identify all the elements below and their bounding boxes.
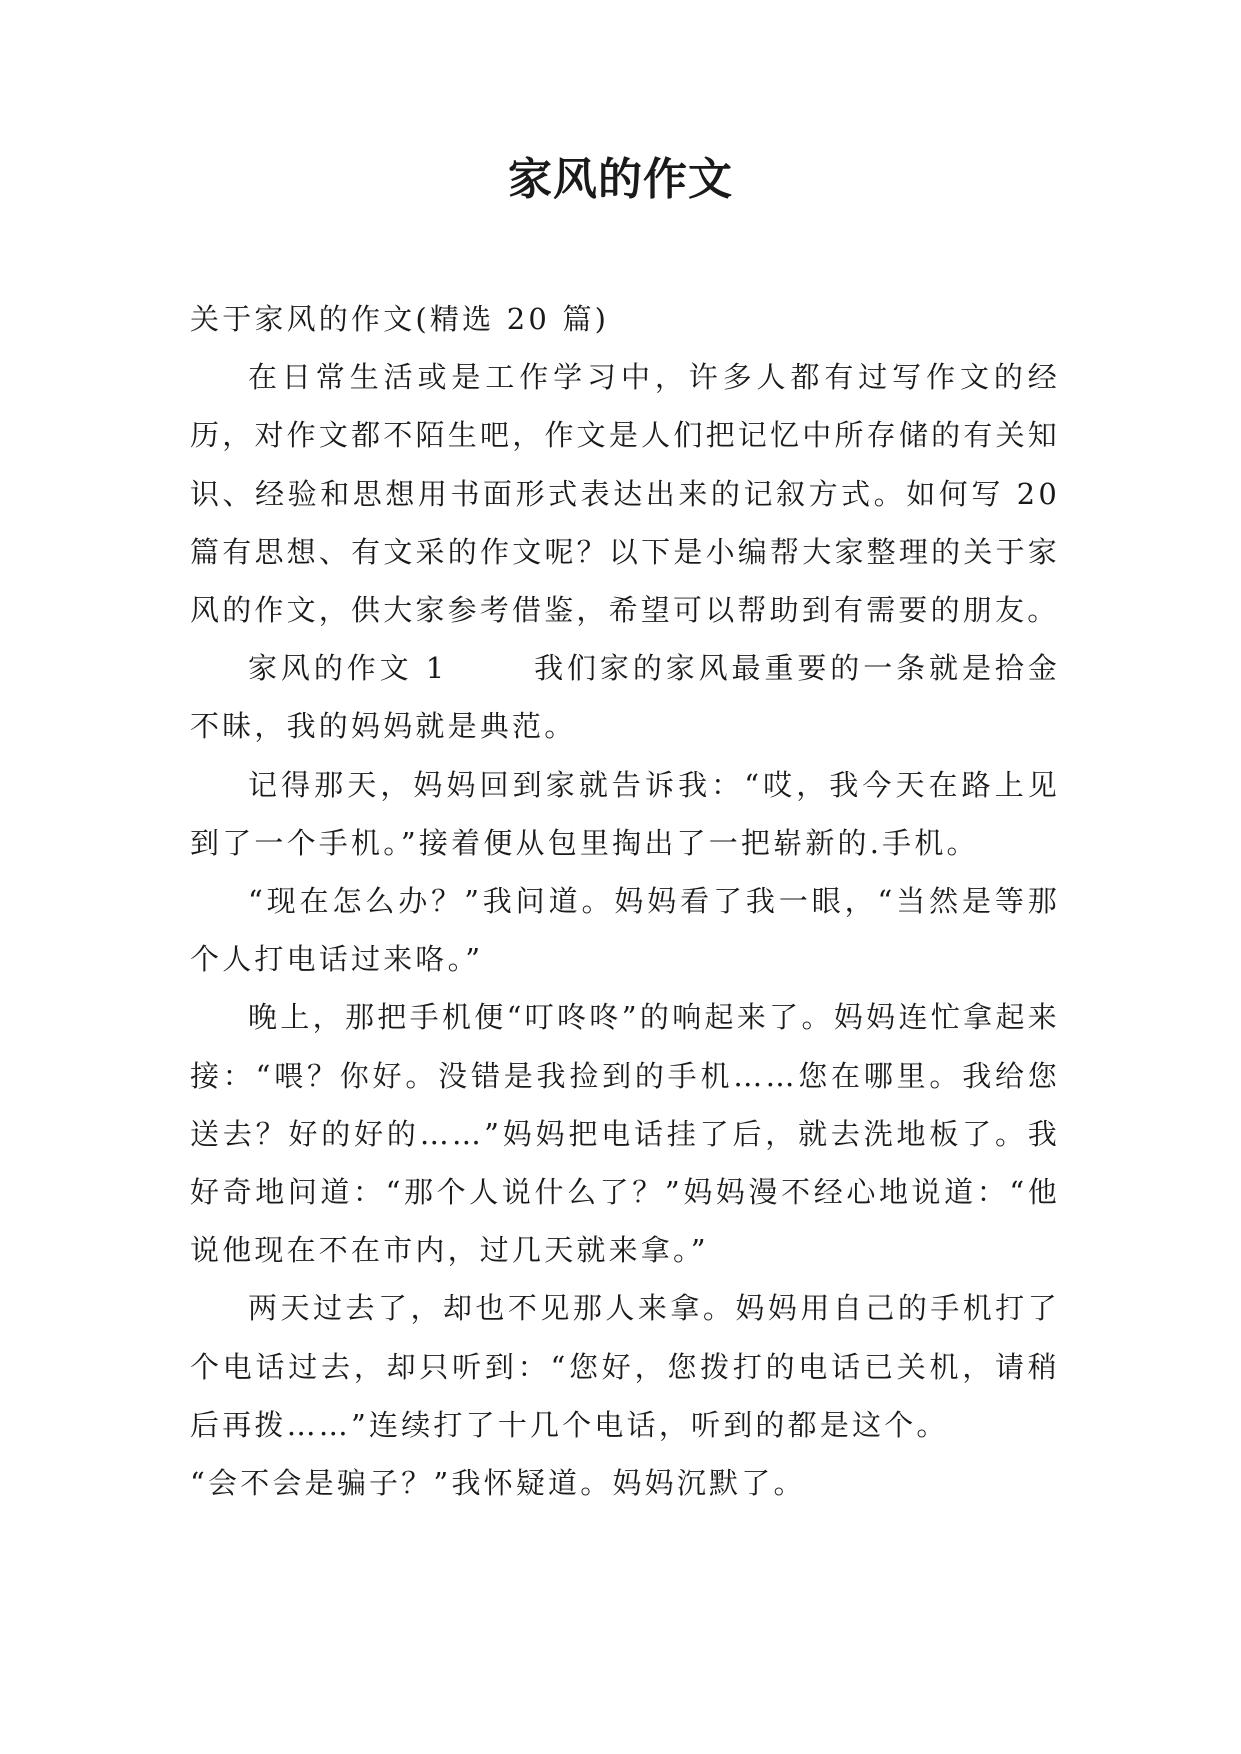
paragraph: “会不会是骗子？”我怀疑道。妈妈沉默了。 [190, 1466, 806, 1501]
intro-paragraph: 在日常生活或是工作学习中，许多人都有过写作文的经历，对作文都不陌生吧，作文是人们把记忆中所存储的有关知识、经验和思想用书面形式表达出来的记叙方式。如何写 20 篇有思想、有文采的作文呢？以下是小编帮大家整理的关于家风的作文，供大家参考借鉴，希望可以帮助到有需要的朋友。 [190, 360, 1060, 628]
paragraph: 两天过去了，却也不见那人来拿。妈妈用自己的手机打了个电话过去，却只听到：“您好，您拨打的电话已关机，请稍后再拨……”连续打了十几个电话，听到的都是这个。 [190, 1291, 1060, 1442]
paragraph: 晚上，那把手机便“叮咚咚”的响起来了。妈妈连忙拿起来接：“喂？你好。没错是我捡到的手机……您在哪里。我给您送去？好的好的……”妈妈把电话挂了后，就去洗地板了。我好奇地问道：“那个人说什么了？”妈妈漫不经心地说道：“他说他现在不在市内，过几天就来拿。” [190, 1000, 1060, 1268]
essay-1-first-sentence: 我们家的家风最重要的一条就是拾金不昧，我的妈妈就是典范。 [190, 651, 1060, 744]
paragraph: 记得那天，妈妈回到家就告诉我：“哎，我今天在路上见到了一个手机。”接着便从包里掏出了一把崭新的.手机。 [190, 767, 1060, 860]
essay-1-opening [190, 639, 1060, 755]
essay-1-heading: 家风的作文 1 [248, 651, 448, 686]
document-title: 家风的作文 [508, 154, 733, 205]
paragraph: “现在怎么办？”我问道。妈妈看了我一眼，“当然是等那个人打电话过来咯。” [190, 884, 1060, 977]
document-subtitle: 关于家风的作文(精选 20 篇) [190, 302, 610, 336]
document-body [190, 290, 1060, 1512]
